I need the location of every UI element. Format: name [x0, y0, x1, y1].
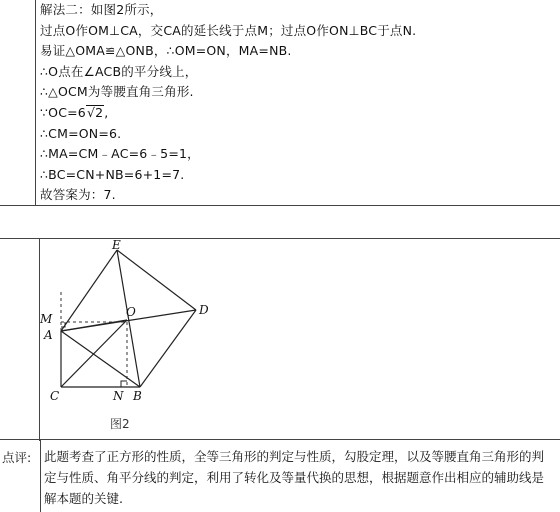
comment-divider	[40, 440, 41, 512]
solution-line-6: ∵OC=6√2,	[40, 104, 109, 120]
solution-table	[0, 0, 560, 206]
solution-cell	[36, 0, 560, 206]
sqrt-value: 2	[95, 104, 104, 120]
solution-line-8: ∴MA=CM﹣AC=6﹣5=1，	[40, 146, 200, 162]
solution-line-2: 过点O作OM⊥CA，交CA的延长线于点M；过点O作ON⊥BC于点N.	[40, 22, 417, 38]
comment-text: 此题考查了正方形的性质，全等三角形的判定与性质，勾股定理，以及等腰直角三角形的判定与性质、角平分线的判定，利用了转化及等量代换的思想，根据题意作出相应的辅助线是解本题的关键.	[44, 449, 545, 506]
label-E: E	[112, 239, 121, 252]
comment-row	[0, 440, 560, 512]
label-C: C	[50, 389, 60, 403]
figure-comment-table	[0, 238, 560, 512]
edge-AE	[61, 250, 117, 331]
figure-row	[0, 238, 560, 440]
oc-expression: ∵OC=6	[40, 104, 86, 120]
solution-line-7: ∴CM=ON=6.	[40, 125, 122, 141]
solution-line-4: ∴O点在∠ACB的平分线上，	[40, 63, 198, 79]
solution-line-10: 故答案为：7.	[40, 187, 116, 203]
solution-line-1: 解法二：如图2所示，	[40, 2, 163, 17]
label-B: B	[133, 389, 142, 403]
sqrt-symbol-icon: √	[86, 104, 96, 120]
edge-ED	[117, 250, 196, 310]
geometry-figure	[0, 239, 560, 441]
label-N: N	[113, 389, 124, 403]
label-D: D	[199, 303, 209, 317]
solution-line-3: 易证△OMA≌△ONB，∴OM=ON，MA=NB.	[40, 43, 292, 59]
solution-line-9: ∴BC=CN+NB=6+1=7.	[40, 166, 185, 182]
right-angle-N-icon	[121, 381, 127, 387]
solution-line-5: ∴△OCM为等腰直角三角形.	[40, 84, 194, 100]
label-O: O	[126, 305, 136, 319]
edge-DB	[140, 310, 196, 387]
comment-label: 点评:	[2, 450, 32, 465]
label-M: M	[40, 312, 53, 326]
sqrt-radicand	[86, 105, 104, 119]
label-A: A	[44, 328, 53, 342]
figure-caption: 图2	[110, 417, 130, 431]
edge-BA	[61, 331, 140, 387]
solution-label-cell	[0, 0, 36, 206]
